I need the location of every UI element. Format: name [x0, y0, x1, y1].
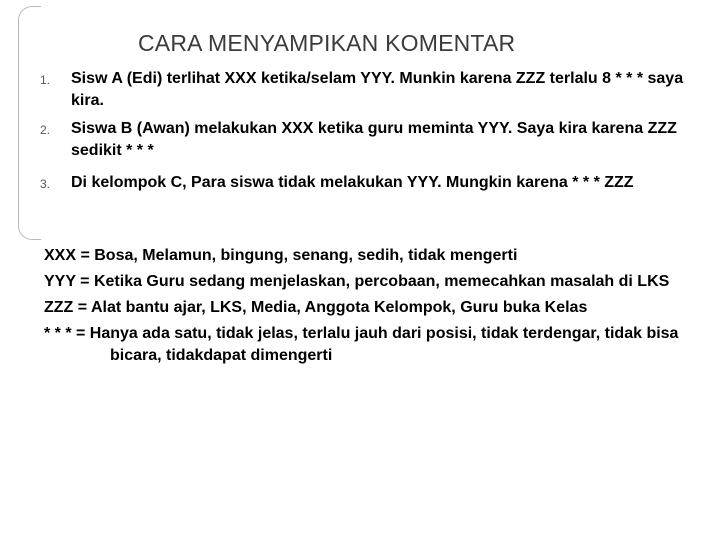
list-item [40, 68, 700, 112]
decorative-bracket [18, 6, 41, 240]
numbered-list [40, 68, 700, 200]
list-item [40, 118, 700, 162]
slide-title: CARA MENYAMPIKAN KOMENTAR [138, 30, 516, 56]
list-marker: 3. [40, 177, 51, 191]
definition-text: XXX = Bosa, Melamun, bingung, senang, sedih, tidak mengerti [44, 247, 518, 264]
list-marker: 2. [40, 123, 51, 137]
definition-text: ZZZ = Alat bantu ajar, LKS, Media, Anggota Kelompok, Guru buka Kelas [44, 299, 588, 316]
list-item-text: Sisw A (Edi) terlihat XXX ketika/selam YYY. Munkin karena ZZZ terlalu 8 * * * saya kira. [71, 70, 684, 109]
list-item-text: Di kelompok C, Para siswa tidak melakukan YYY. Mungkin karena * * * ZZZ [71, 174, 634, 191]
definition-text: * * * = Hanya ada satu, tidak jelas, terlalu jauh dari posisi, tidak terdengar, tidak bisa bicara, tidakdapat dimengerti [44, 325, 679, 364]
definition-text: YYY = Ketika Guru sedang menjelaskan, percobaan, memecahkan masalah di LKS [44, 273, 670, 290]
definition-yyy [44, 271, 704, 293]
definition-zzz [44, 297, 704, 319]
list-item-text: Siswa B (Awan) melakukan XXX ketika guru meminta YYY. Saya kira karena ZZZ sedikit * * * [71, 120, 677, 159]
list-marker: 1. [40, 73, 51, 87]
definitions [44, 245, 704, 371]
list-item [40, 172, 700, 194]
definition-xxx [44, 245, 704, 267]
definition-stars [44, 323, 704, 367]
